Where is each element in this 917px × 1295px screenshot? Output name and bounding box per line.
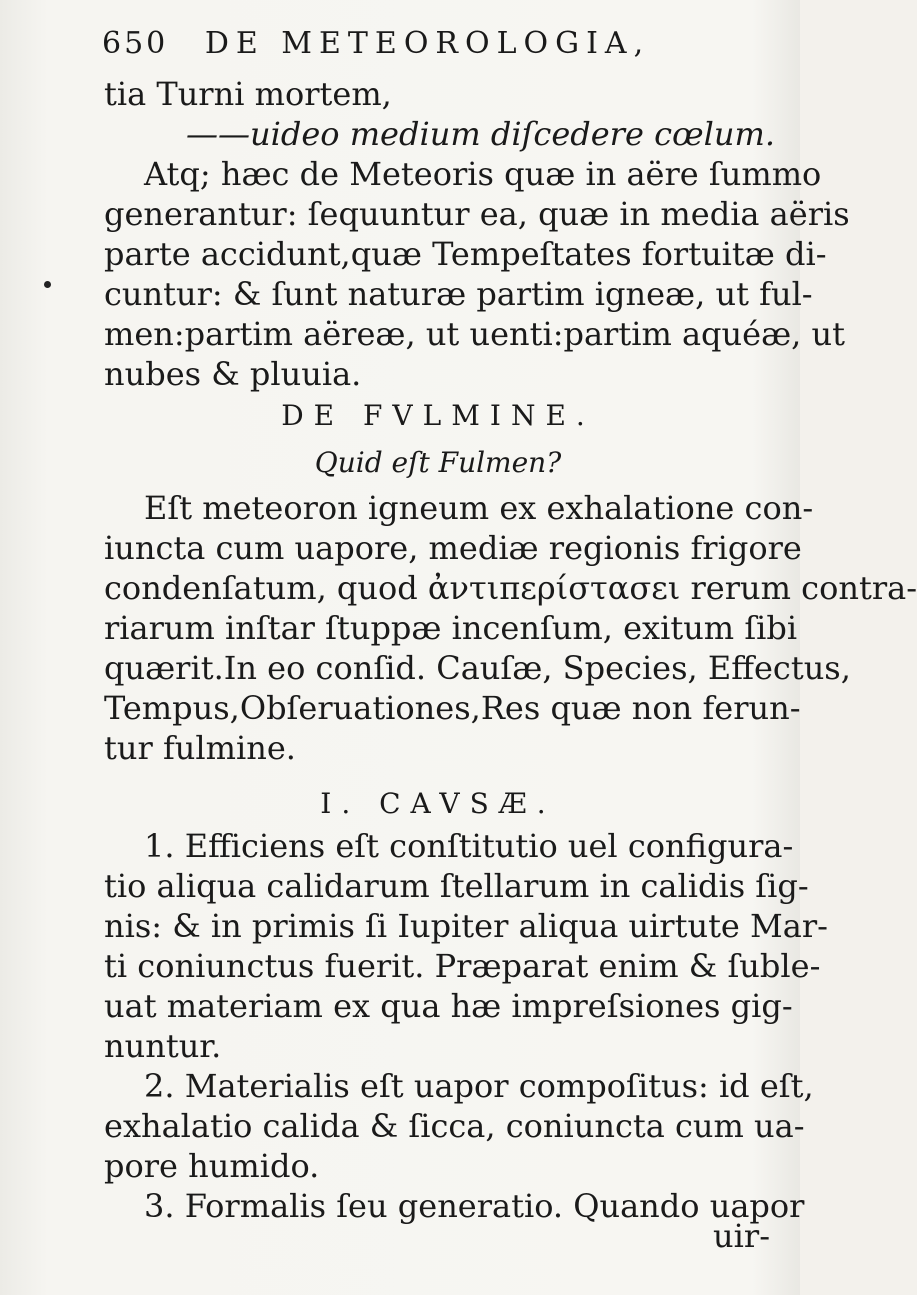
- text-line: quærit.In eo conſid. Cauſæ, Species, Effectus,: [104, 649, 851, 687]
- text-line: pore humido.: [104, 1147, 320, 1185]
- text-line: nis: & in primis ſi Iupiter aliqua uirtute Mar-: [104, 907, 828, 945]
- text-line: nubes & pluuia.: [104, 355, 362, 393]
- text-line: uat materiam ex qua hæ impreſsiones gig-: [104, 987, 793, 1025]
- section-heading: DE FVLMINE.: [281, 399, 595, 432]
- text-line: Eſt meteoron igneum ex exhalatione con-: [144, 489, 814, 527]
- text-line: tia Turni mortem,: [104, 75, 392, 113]
- text-line: tio aliqua calidarum ſtellarum in calidis ſig-: [104, 867, 809, 905]
- text-line: ti coniunctus fuerit. Præparat enim & ſuble-: [104, 947, 821, 985]
- text-line: 3. Formalis ſeu generatio. Quando uapor: [144, 1187, 805, 1225]
- text-line: tur fulmine.: [104, 729, 296, 767]
- page-number: 650: [102, 26, 169, 61]
- margin-mark-dot: [44, 281, 51, 288]
- section-subheading: Quid eſt Fulmen?: [314, 446, 562, 479]
- text-line: riarum inſtar ſtuppæ incenſum, exitum ſibi: [104, 609, 798, 647]
- text-line: 2. Materialis eſt uapor compoſitus: id eſt,: [144, 1067, 814, 1105]
- text-line: nuntur.: [104, 1027, 222, 1065]
- main-text-block: [104, 74, 917, 1226]
- text-line: condenſatum, quod ἀντιπερίστασει rerum contra-: [104, 569, 917, 607]
- running-title: DE METEOROLOGIA,: [204, 26, 651, 61]
- text-line: exhalatio calida & ſicca, coniuncta cum ua-: [104, 1107, 805, 1145]
- text-line: cuntur: & ſunt naturæ partim igneæ, ut ful-: [104, 275, 813, 313]
- text-line: generantur: ſequuntur ea, quæ in media aëris: [104, 195, 850, 233]
- text-line: 1. Efficiens eſt conſtitutio uel configura-: [144, 827, 794, 865]
- text-line: iuncta cum uapore, mediæ regionis frigore: [104, 529, 802, 567]
- verse-quote-line: ——uideo medium diſcedere cœlum.: [186, 115, 775, 153]
- page-header: [102, 26, 762, 61]
- text-line: Tempus,Obſeruationes,Res quæ non ferun-: [104, 689, 801, 727]
- text-line: parte accidunt,quæ Tempeſtates fortuitæ di-: [104, 235, 827, 273]
- spacer: [104, 768, 772, 782]
- text-line: Atq; hæc de Meteoris quæ in aëre ſummo: [144, 155, 822, 193]
- text-line: men:partim aëreæ, ut uenti:partim aquéæ, ut: [104, 315, 845, 353]
- catchword: uir-: [713, 1217, 770, 1255]
- subsection-heading: I. CAVSÆ.: [320, 787, 556, 820]
